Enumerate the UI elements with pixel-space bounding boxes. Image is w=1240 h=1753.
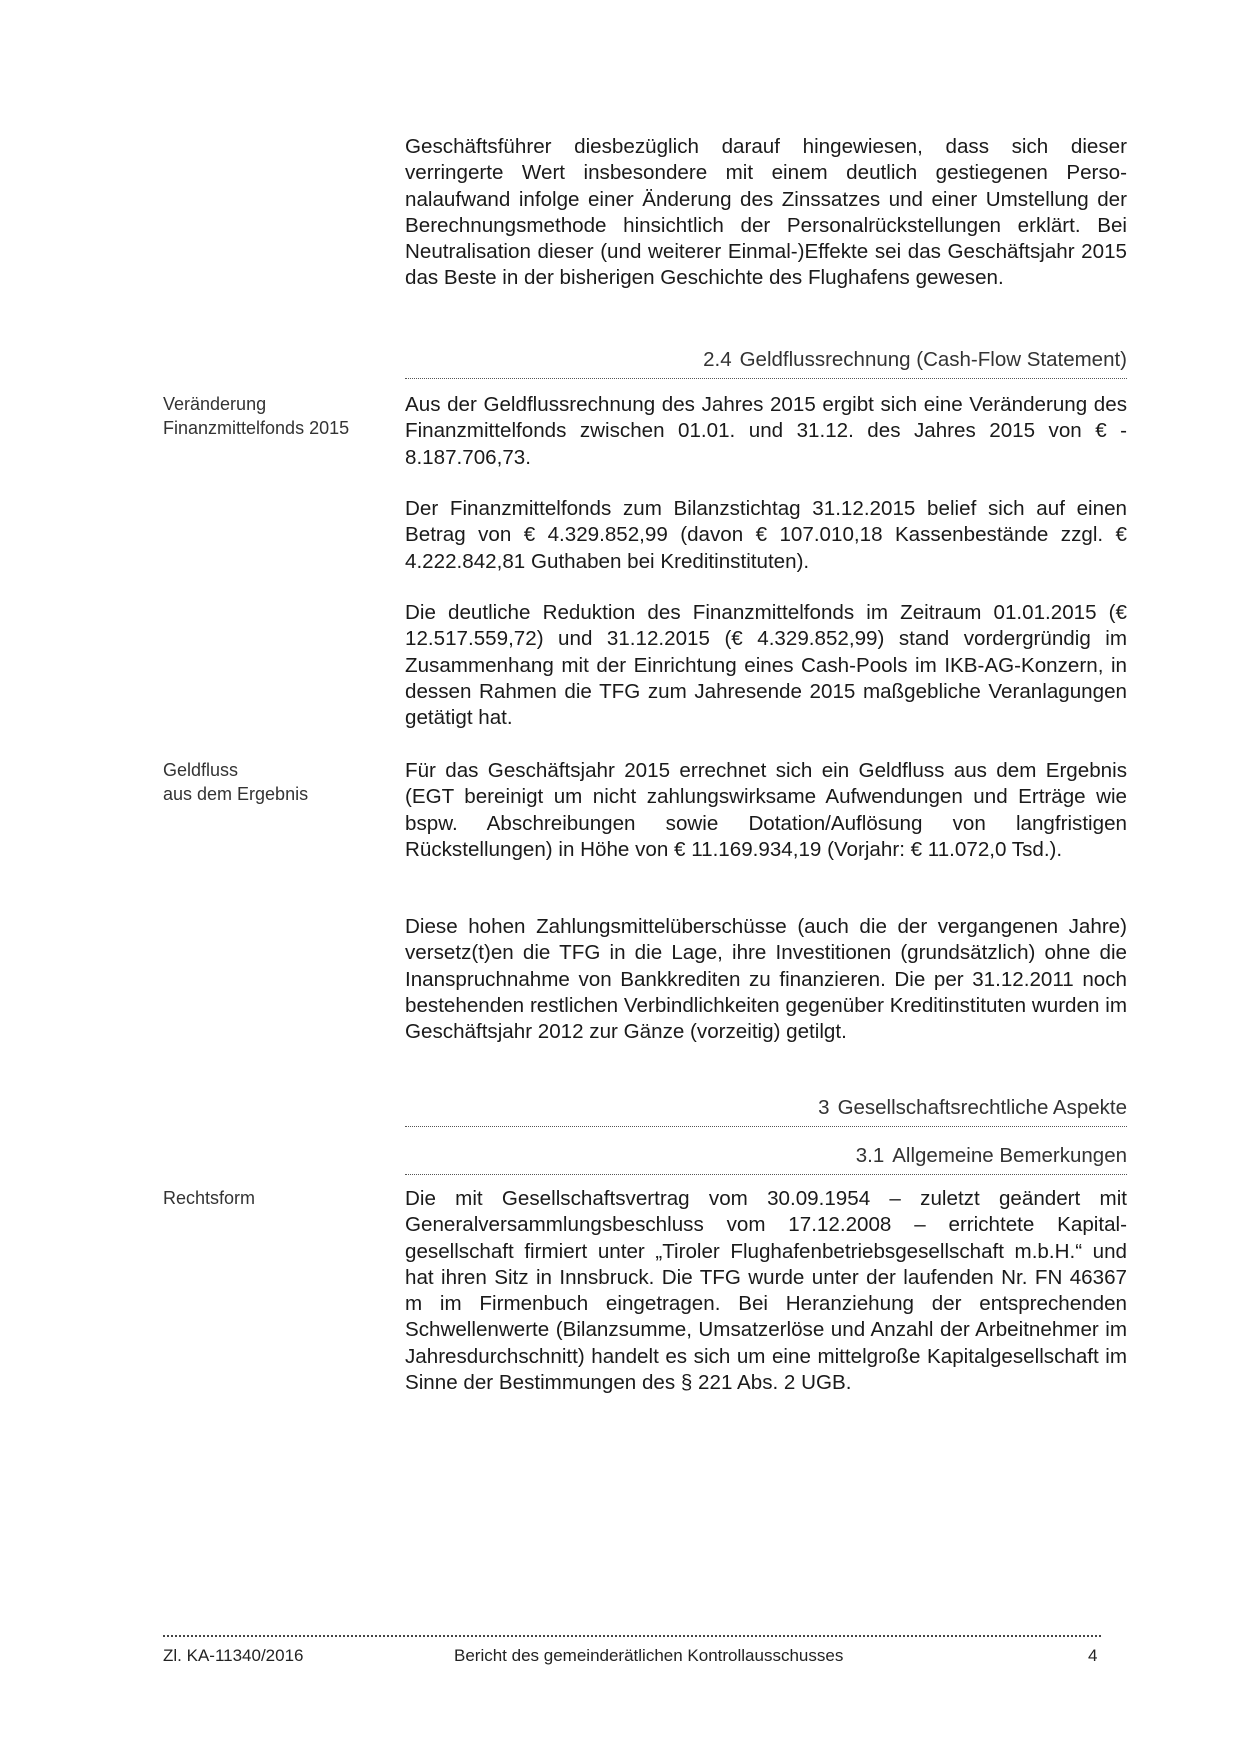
heading-title: Allgemeine Bemerkungen xyxy=(892,1144,1127,1167)
side-note-line: Finanzmittelfonds 2015 xyxy=(163,418,350,438)
heading-number: 3.1 xyxy=(855,1144,885,1167)
heading-number: 3 xyxy=(818,1096,830,1119)
paragraph-4: Die deutliche Reduktion des Finanzmittelfonds im Zeitraum 01.01.2015 (€ 12.517.559,72) und 31.12.2015 (€ 4.329.852,99) stand vordergründig im Zusammenhang mit der Einrichtung eines Cash-Pools im IKB-AG-Konzern, in dessen Rahmen die TFG zum Jahresende 2015 maßgebliche Veranlagungen getätigt hat. xyxy=(405,601,1127,730)
side-note-rechtsform xyxy=(163,1186,383,1210)
page-number: 4 xyxy=(1088,1646,1098,1665)
heading-title: Geldflussrechnung (Cash-Flow Statement) xyxy=(739,348,1127,371)
paragraph-7: Die mit Gesellschaftsvertrag vom 30.09.1954 – zuletzt geändert mit Generalversammlungsbeschluss vom 17.12.2008 – errichtete Kapitalgesellschaft firmiert unter „Tiroler Flughafenbetriebsgesellschaft m.b.H.“ und hat ihren Sitz in Innsbruck. Die TFG wurde unter der laufenden Nr. FN 46367 m im Firmenbuch eingetragen. Bei Heranziehung der entsprechenden Schwellenwerte (Bilanzsumme, Umsatzerlöse und Anzahl der Arbeitnehmer im Jahresdurchschnitt) handelt es sich um eine mittelgroße Kapitalgesellschaft im Sinne der Bestimmungen des § 221 Abs. 2 UGB. xyxy=(405,1187,1127,1395)
paragraph-2: Aus der Geldflussrechnung des Jahres 2015 ergibt sich eine Veränderung des Finanzmittelfonds zwischen 01.01. und 31.12. des Jahres 2015 von € - 8.187.706,73. xyxy=(405,393,1127,469)
side-note-line: Geldfluss xyxy=(163,760,239,780)
footer-title: Bericht des gemeinderätlichen Kontrollausschusses xyxy=(454,1646,844,1665)
paragraph-3: Der Finanzmittelfonds zum Bilanzstichtag 31.12.2015 belief sich auf einen Betrag von € 4.329.852,99 (davon € 107.010,18 Kassenbestände zzgl. € 4.222.842,81 Guthaben bei Kreditinstituten). xyxy=(405,497,1127,573)
side-note-line: Veränderung xyxy=(163,394,267,414)
section-heading-2-4 xyxy=(405,348,1127,379)
side-note-line: aus dem Ergebnis xyxy=(163,784,309,804)
footer-reference: Zl. KA-11340/2016 xyxy=(163,1646,304,1665)
side-note-finanzmittelfonds xyxy=(163,392,383,440)
section-heading-3 xyxy=(405,1096,1127,1127)
heading-title: Gesellschaftsrechtliche Aspekte xyxy=(837,1096,1127,1119)
paragraph-5: Für das Geschäftsjahr 2015 errechnet sich ein Geldfluss aus dem Ergebnis (EGT bereinigt um nicht zahlungswirksame Aufwendungen und Erträge wie bspw. Abschreibungen sowie Dotation/Auflösung von langfristigen Rückstellungen) in Höhe von € 11.169.934,19 (Vorjahr: € 11.072,0 Tsd.). xyxy=(405,759,1127,861)
section-heading-3-1 xyxy=(405,1144,1127,1175)
heading-number: 2.4 xyxy=(703,348,732,371)
paragraph-6: Diese hohen Zahlungsmittelüberschüsse (auch die der vergangenen Jahre) versetz(t)en die TFG in die Lage, ihre Investitionen (grundsätzlich) ohne die Inanspruchnahme von Bankkrediten zu finanzieren. Die per 31.12.2011 noch bestehenden restlichen Verbindlichkeiten gegenüber Kreditinstituten wurden im Geschäftsjahr 2012 zur Gänze (vorzeitig) getilgt. xyxy=(405,915,1127,1044)
side-note-geldfluss xyxy=(163,758,383,806)
paragraph-1: Geschäftsführer diesbezüglich darauf hingewiesen, dass sich dieser verringerte Wert insbesondere mit einem deutlich gestiegenen Personalaufwand infolge einer Änderung des Zinssatzes und einer Umstellung der Berechnungsmethode hinsichtlich der Personalrückstellungen erklärt. Bei Neutralisation dieser (und weiterer Einmal-)Effekte sei das Geschäftsjahr 2015 das Beste in der bisherigen Geschichte des Flughafens gewesen. xyxy=(405,135,1127,290)
side-note-line: Rechtsform xyxy=(163,1188,256,1208)
footer-divider xyxy=(163,1635,1101,1637)
